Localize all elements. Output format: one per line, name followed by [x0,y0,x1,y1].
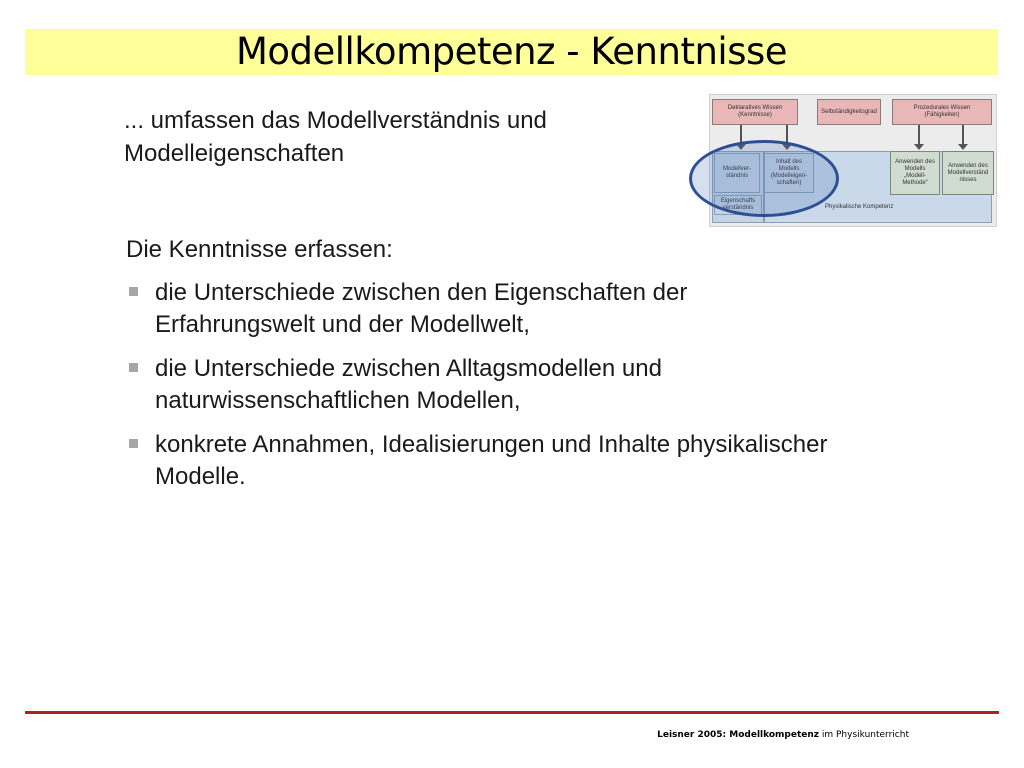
diagram-box-modellverstaendnis: Modellver- ständnis [714,153,760,193]
footer-divider [25,711,999,714]
diagram-box-prozedurales: Prozedurales Wissen (Fähigkeiten) [892,99,992,125]
slide-title: Modellkompetenz - Kenntnisse [235,30,788,73]
list-item [126,277,846,341]
diagram-box-selbststaendigkeit: Selbständigkeitsgrad [817,99,881,125]
list-item [126,429,846,493]
list-item [126,353,846,417]
footer-citation-rest: im Physikunterricht [819,730,909,740]
diagram-box-deklaratives: Deklaratives Wissen (Kenntnisse) [712,99,798,125]
diagram-box-anwenden-verstaendnis: Anwenden des Modellverständ nisses [942,151,994,195]
square-bullet-icon [129,287,138,296]
kenntnisse-heading: Die Kenntnisse erfassen: [126,236,393,263]
square-bullet-icon [129,439,138,448]
diagram-label-physikalische: Physikalische Kompetenz [825,204,894,210]
diagram-arrow [918,125,920,145]
square-bullet-icon [129,363,138,372]
diagram-box-eigenschaftsverstaendnis: Eigenschafts verständnis [714,195,762,215]
title-bar [25,29,998,75]
list-item-text: konkrete Annahmen, Idealisierungen und Inhalte physikalischer Modelle. [155,431,828,490]
highlight-ellipse [689,140,839,217]
bullet-list [126,277,846,505]
footer-citation [657,730,909,740]
diagram-arrow [962,125,964,145]
diagram-box-inhalt: Inhalt des Modells (Modelleigen- schaften) [764,153,814,193]
list-item-text: die Unterschiede zwischen Alltagsmodellen und naturwissenschaftlichen Modellen, [155,355,662,414]
diagram-box-anwenden-methode: Anwenden des Modells „Modell- Methode“ [890,151,940,195]
intro-text: ... umfassen das Modellverständnis und Modelleigenschaften [124,107,547,167]
list-item-text: die Unterschiede zwischen den Eigenschaften der Erfahrungswelt und der Modellwelt, [155,279,688,338]
footer-citation-bold: Leisner 2005: Modellkompetenz [657,730,820,740]
